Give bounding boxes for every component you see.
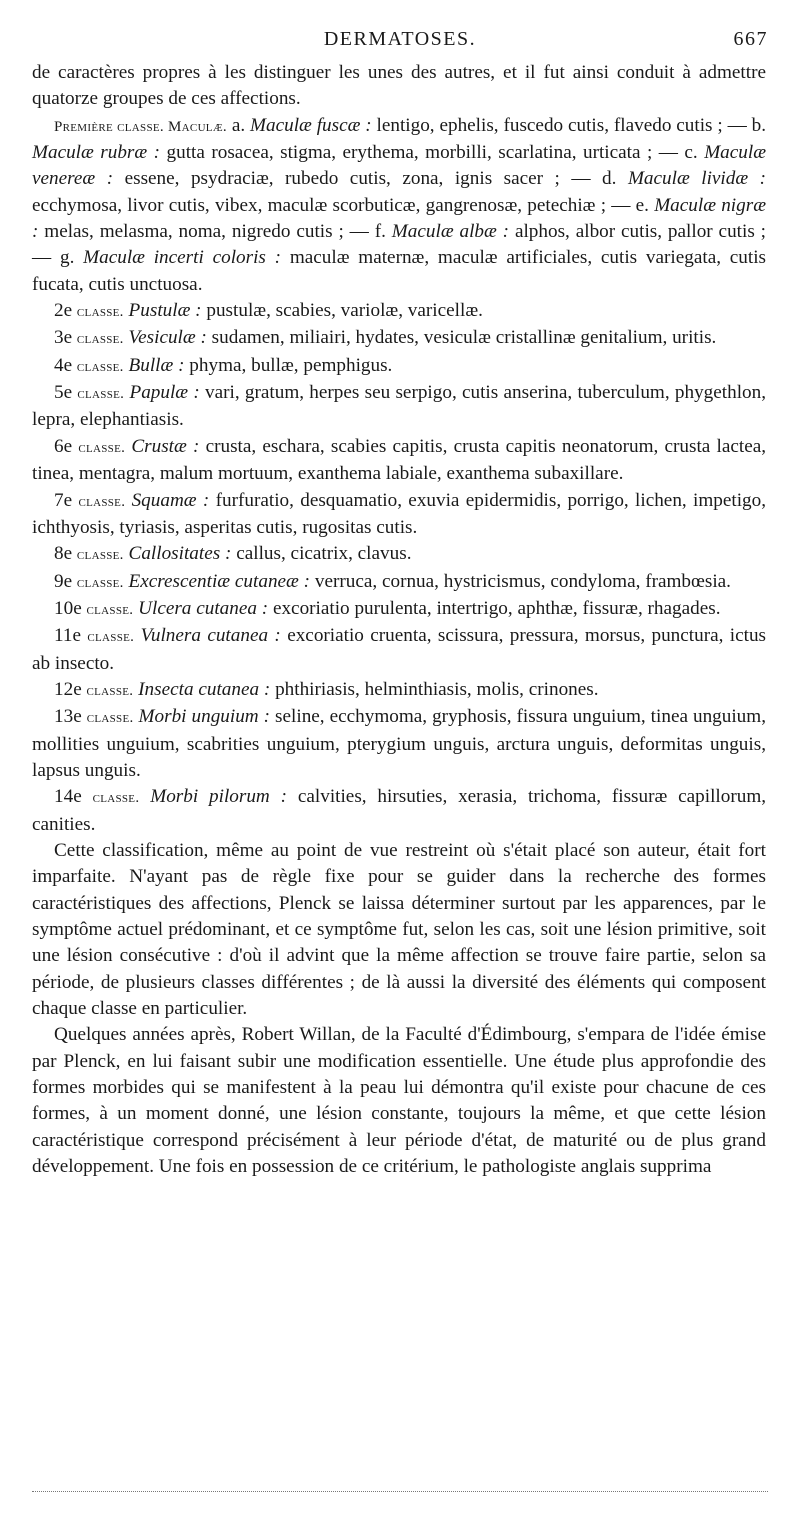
class-items: sudamen, miliairi, hydates, vesiculæ cristallinæ genitalium, uritis. <box>211 327 717 349</box>
class-number: 7e <box>54 489 73 511</box>
class-number: 11e <box>54 625 81 647</box>
class-name: Squamæ : <box>131 489 210 511</box>
class-name: Papulæ : <box>129 382 200 404</box>
class-number: 2e <box>54 300 73 322</box>
class-number: 12e <box>54 678 82 700</box>
class-entry <box>32 325 766 352</box>
class-name: Crustæ : <box>131 435 200 457</box>
class-name: Morbi pilorum : <box>150 786 288 808</box>
class-entry <box>32 784 766 838</box>
class-label: classe. <box>86 601 134 618</box>
class-items: callus, cicatrix, clavus. <box>236 543 412 565</box>
running-title: DERMATOSES. <box>323 28 477 50</box>
class-number: 4e <box>54 354 73 376</box>
class-entry <box>32 704 766 784</box>
item-name: Maculæ incerti coloris : <box>83 247 282 269</box>
item-text: ecchymosa, livor cutis, vibex, maculæ scorbuticæ, gangrenosæ, petechiæ ; — <box>32 194 636 216</box>
class-label: classe. <box>92 790 140 807</box>
class-entry <box>32 434 766 488</box>
class-items: excoriatio cruenta, scissura, pressura, morsus, punctura, ictus ab insecto. <box>32 625 767 674</box>
class-1-paragraph <box>32 113 766 298</box>
class-items: calvities, hirsuties, xerasia, trichoma, fissuræ capillorum, canities. <box>32 786 767 835</box>
item-letter: a. <box>231 114 246 136</box>
class-entry <box>32 677 766 704</box>
body-text <box>32 60 766 1180</box>
class-name: Callositates : <box>128 543 232 565</box>
class-items: phthiriasis, helminthiasis, molis, crinones. <box>275 678 599 700</box>
item-text: gutta rosacea, stigma, erythema, morbilli, scarlatina, urticata ; — <box>166 142 685 164</box>
class-items: seline, ecchymoma, gryphosis, fissura unguium, tinea unguium, mollities unguium, scabrities unguium, pterygium unguis, arctura unguis, deformitas unguis, lapsus unguis. <box>32 706 766 781</box>
class-entry <box>32 541 766 568</box>
item-letter: c. <box>684 142 698 164</box>
class-name: Bullæ : <box>128 354 185 376</box>
class-name: Morbi unguium : <box>138 706 271 728</box>
class-name: Vesiculæ : <box>128 327 207 349</box>
item-text: alphos, albor cutis, pallor cutis ; — <box>32 221 767 269</box>
class-number: 5e <box>54 382 73 404</box>
class-name: Excrescentiæ cutaneæ : <box>128 570 311 592</box>
class-number: 14e <box>54 786 82 808</box>
page-number: 667 <box>733 28 768 50</box>
class-items: excoriatio purulenta, intertrigo, aphthæ, fissuræ, rhagades. <box>272 597 721 619</box>
class-name: Vulnera cutanea : <box>140 625 281 647</box>
class-label: classe. <box>78 439 126 456</box>
class-number: 13e <box>54 706 82 728</box>
class-number: 10e <box>54 597 82 619</box>
class-label: classe. <box>86 710 134 727</box>
item-name: Maculæ albæ : <box>391 221 510 243</box>
class-list <box>32 298 766 838</box>
class-items: pustulæ, scabies, variolæ, varicellæ. <box>206 300 483 322</box>
class-entry <box>32 596 766 623</box>
item-name: Maculæ fuscæ : <box>250 114 372 136</box>
item-letter: g. <box>59 247 75 269</box>
class-entry <box>32 353 766 380</box>
class-label: classe. <box>87 629 135 646</box>
footer-rule <box>32 1491 768 1492</box>
item-text: maculæ maternæ, maculæ artificiales, cutis variegata, cutis fucata, cutis unctuosa. <box>32 247 767 295</box>
item-name: Maculæ rubræ : <box>32 142 161 164</box>
class-1-label: Première classe. Maculæ. <box>54 118 227 135</box>
class-number: 8e <box>54 543 73 565</box>
class-name: Ulcera cutanea : <box>138 597 269 619</box>
class-number: 6e <box>54 435 73 457</box>
class-entry <box>32 380 766 434</box>
class-label: classe. <box>76 358 124 375</box>
class-label: classe. <box>76 574 124 591</box>
item-letter: f. <box>374 221 386 243</box>
item-name: Maculæ venereæ : <box>32 142 767 190</box>
class-label: classe. <box>86 682 134 699</box>
item-text: essene, psydraciæ, rubedo cutis, zona, ignis sacer ; — <box>124 168 603 190</box>
item-letter: b. <box>751 114 767 136</box>
class-label: classe. <box>76 547 124 564</box>
class-items: furfuratio, desquamatio, exuvia epidermidis, porrigo, lichen, impetigo, ichthyosis, tyriasis, asperitas cutis, rugositas cutis. <box>32 489 767 538</box>
class-items: verruca, cornua, hystricismus, condyloma, frambœsia. <box>314 570 731 592</box>
paragraph-critique: Cette classification, même au point de vue restreint où s'était placé son auteur, était fort imparfaite. N'ayant pas de règle fixe pour se guider dans la recherche des formes caractéristiques des affections, Plenck se laissa déterminer surtout par les apparences, par le symptôme actuel prédominant, et ce symptôme fut, selon les cas, soit une lésion primitive, soit une lésion consécutive : d'où il advint que la même affection se trouve faire partie, selon sa période, de plusieurs classes différentes ; de là aussi la diversité des éléments qui composent chaque classe en particulier. <box>32 839 766 1020</box>
class-name: Insecta cutanea : <box>138 678 271 700</box>
item-text: melas, melasma, noma, nigredo cutis ; — <box>44 221 375 243</box>
class-entry <box>32 298 766 325</box>
class-label: classe. <box>76 331 124 348</box>
item-letter: d. <box>602 168 617 190</box>
class-items: vari, gratum, herpes seu serpigo, cutis anserina, tuberculum, phygethlon, lepra, elephantiasis. <box>32 382 767 431</box>
running-header <box>32 28 768 58</box>
class-name: Pustulæ : <box>128 300 202 322</box>
class-items: phyma, bullæ, pemphigus. <box>189 354 393 376</box>
item-letter: e. <box>635 194 649 216</box>
item-name: Maculæ nigræ : <box>32 194 766 243</box>
class-number: 9e <box>54 570 73 592</box>
class-label: classe. <box>78 493 126 510</box>
class-number: 3e <box>54 327 73 349</box>
intro-paragraph: de caractères propres à les distinguer les unes des autres, et il fut ainsi conduit à admettre quatorze groupes de ces affections. <box>32 62 766 110</box>
item-name: Maculæ lividæ : <box>627 168 767 190</box>
class-entry <box>32 569 766 596</box>
paragraph-willan: Quelques années après, Robert Willan, de la Faculté d'Édimbourg, s'empara de l'idée émise par Plenck, en lui faisant subir une modification essentielle. Une étude plus approfondie des formes morbides qui se manifestent à la peau lui démontra qu'il existe pour chacune de ces formes, à un moment donné, une lésion constante, toujours la même, et que cette lésion caractéristique correspond précisément à leur période d'état, de maturité ou de plus grand développement. Une fois en possession de ce critérium, le pathologiste anglais supprima <box>32 1024 766 1178</box>
item-text: lentigo, ephelis, fuscedo cutis, flavedo cutis ; — <box>376 114 752 136</box>
class-entry <box>32 623 766 677</box>
class-items: crusta, eschara, scabies capitis, crusta capitis neonatorum, crusta lactea, tinea, mentagra, malum mortuum, exanthema labiale, exanthema subaxillare. <box>32 435 767 485</box>
class-entry <box>32 488 766 542</box>
class-label: classe. <box>76 304 124 321</box>
class-label: classe. <box>77 386 125 403</box>
